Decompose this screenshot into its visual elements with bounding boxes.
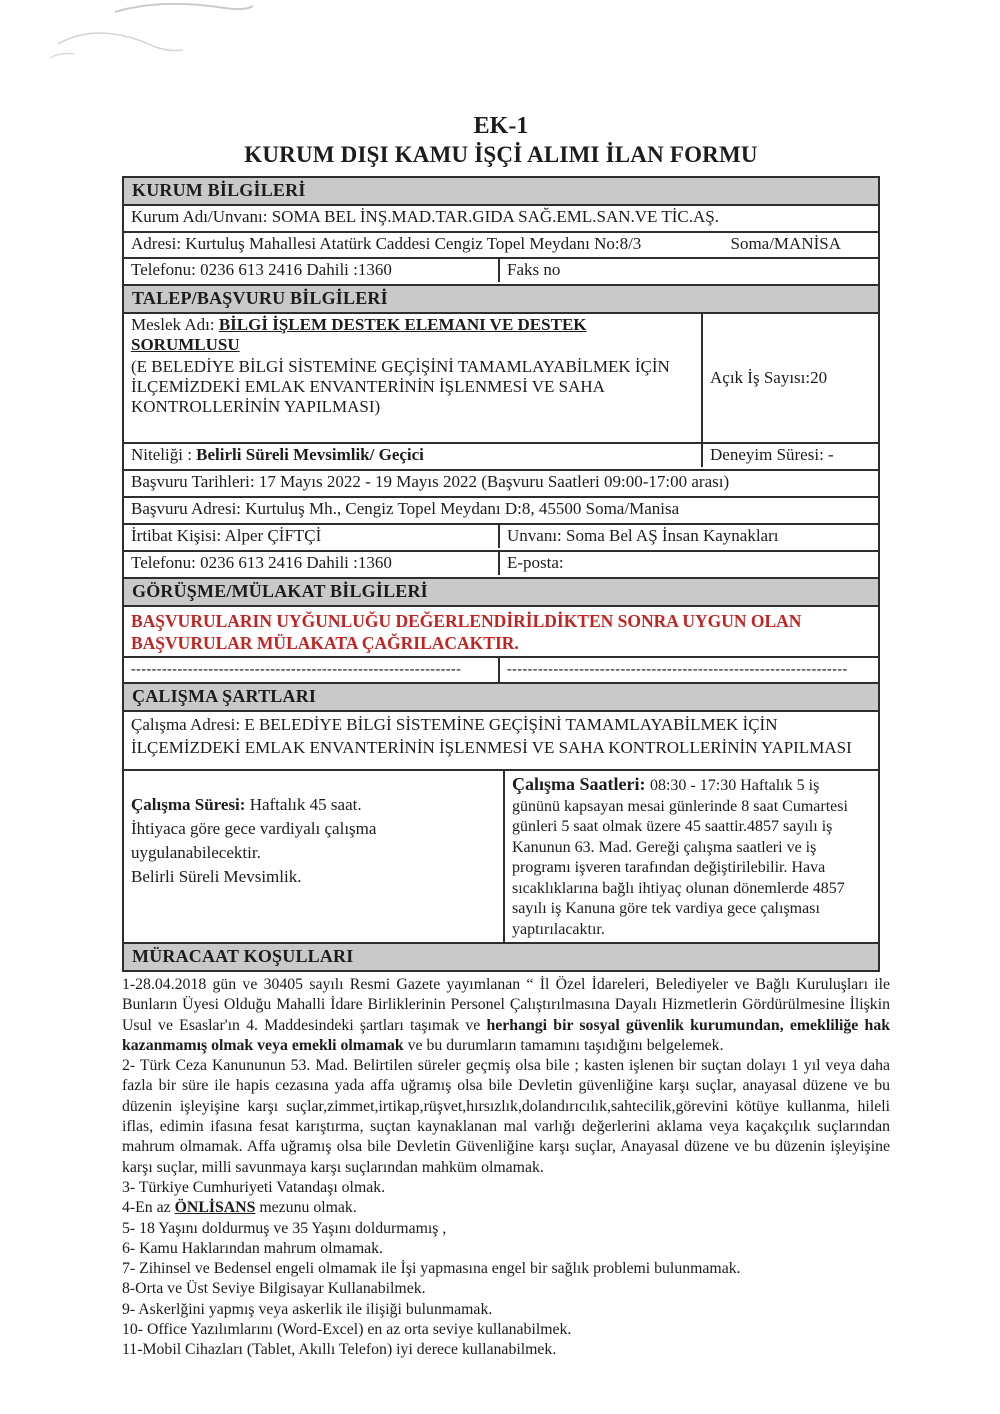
row-basvuru-tarihleri	[124, 471, 878, 498]
row-adres	[124, 233, 878, 259]
mulakat-notice-line2: BAŞVURULAR MÜLAKATA ÇAĞRILACAKTIR.	[131, 633, 519, 653]
section-header-calisma: ÇALIŞMA ŞARTLARI	[124, 684, 878, 712]
meslek-cell	[124, 314, 701, 442]
muracaat-item-6: 6- Kamu Haklarından mahrum olmamak.	[122, 1239, 384, 1257]
meslek-value-line1: BİLGİ İŞLEM DESTEK ELEMANI VE DESTEK	[218, 315, 587, 334]
calisma-suresi-line3: Belirli Süreli Mevsimlik.	[131, 867, 302, 886]
row-mulakat-notice	[124, 607, 878, 658]
row-dashes	[124, 658, 878, 684]
irtibat-value: İrtibat Kişisi: Alper ÇİFTÇİ	[131, 526, 322, 545]
row-sure-saat	[124, 771, 878, 944]
section-header-kurum: KURUM BİLGİLERİ	[124, 178, 878, 206]
row-meslek	[124, 314, 878, 444]
row-calisma-adresi	[124, 712, 878, 771]
deneyim-cell: Deneyim Süresi: -	[701, 444, 878, 467]
muracaat-p1-tail: ve bu durumların tamamını taşıdığını belgelemek.	[403, 1036, 724, 1054]
acik-is-value: Açık İş Sayısı:20	[710, 367, 828, 387]
kurum-adi-value: Kurum Adı/Unvanı: SOMA BEL İNŞ.MAD.TAR.GIDA SAĞ.EML.SAN.VE TİC.AŞ.	[131, 207, 720, 226]
scan-pencil-artifact	[20, 0, 320, 90]
calisma-suresi-value: Haftalık 45 saat.	[249, 795, 362, 814]
nitelik-cell	[124, 444, 701, 467]
row-telefon-eposta	[124, 552, 878, 579]
row-basvuru-adresi	[124, 498, 878, 525]
muracaat-item-5: 5- 18 Yaşını doldurmuş ve 35 Yaşını doldurmamış ,	[122, 1219, 447, 1237]
calisma-suresi-cell	[124, 771, 503, 942]
adres-city: Soma/MANİSA	[730, 234, 841, 253]
muracaat-paragraph-2: 2- Türk Ceza Kanununun 53. Mad. Belirtilen süreler geçmiş olsa bile ; kasten işlenen bir suçtan dolayı 1 yıl veya daha fazla bir süre ile hapis cezasına yada affa uğramış olsa bile Devletin güvenliğine karşı suçlar, anayasal düzene ve bu düzenin işleyişine karşı suçlar,zimmet,irtikap,rüşvet,hırsızlık,dolandırıcılık,sahtecilik,görevini kötüye kullanma, hileli iflas, edimin ifasına fesat karıştırma, suçtan kaynaklanan mal varlığı değerlerini aklama veya kaçakçılık suçlarından mahrum olmamak. Affa uğramış olsa bile Devletin Güvenliğine karşı suçlar, Anayasal düzene ve bu düzenin işleyişine karşı suçlar, milli savunmaya karşı suçlarından mahküm olmamak.	[122, 1057, 890, 1176]
muracaat-item-9: 9- Askerlğini yapmış veya askerlik ile ilişiği bulunmamak.	[122, 1300, 493, 1318]
adres-cell	[124, 233, 878, 257]
nitelik-label: Niteliği :	[131, 445, 197, 464]
muracaat-paragraph-1	[122, 975, 890, 1056]
section-header-gorusme: GÖRÜŞME/MÜLAKAT BİLGİLERİ	[124, 579, 878, 607]
basvuru-adresi-value: Başvuru Adresi: Kurtuluş Mh., Cengiz Topel Meydanı D:8, 45500 Soma/Manisa	[131, 499, 680, 518]
muracaat-item4-prefix: 4-En az	[122, 1199, 175, 1217]
muracaat-item-8: 8-Orta ve Üst Seviye Bilgisayar Kullanabilmek.	[122, 1280, 426, 1298]
calisma-saatleri-cell	[503, 771, 878, 942]
meslek-label: Meslek Adı:	[131, 315, 219, 334]
muracaat-p1-regular: 1-28.04.2018 gün ve 30405 sayılı Resmi Gazete yayımlanan “ İl Özel İdareleri, Belediyeler ve Bağlı Kuruluşları ile Bunların Üyesi Olduğu Mahalli İdare Birliklerinin Personel Çalıştırılmasına Dayalı Hizmetlerin Gördürülmesine İlişkin Usul ve Esaslar'ın 4. Maddesindeki şartları taşımak ve	[122, 976, 890, 1034]
mulakat-notice-line1: BAŞVURULARIN UYĞUNLUĞU DEĞERLENDİRİLDİKTEN SONRA UYGUN OLAN	[131, 611, 802, 631]
dash-left: ----------------------------------------------------------------	[131, 662, 462, 677]
unvan-value: Unvanı: Soma Bel AŞ İnsan Kaynakları	[498, 525, 878, 548]
meslek-value-line2: SORUMLUSU	[131, 335, 240, 354]
row-nitelik	[124, 444, 878, 471]
dash-right: ------------------------------------------------------------------	[498, 658, 878, 682]
eposta-value: E-posta:	[498, 552, 878, 575]
muracaat-item-10: 10- Office Yazılımlarını (Word-Excel) en az orta seviye kullanabilmek.	[122, 1321, 572, 1339]
basvuru-tarihleri-value: Başvuru Tarihleri: 17 Mayıs 2022 - 19 Mayıs 2022 (Başvuru Saatleri 09:00-17:00 arası)	[131, 472, 730, 491]
muracaat-p1-bold: herhangi bir sosyal güvenlik kurumundan, emekliliğe hak kazanmamış olmak veya emekli olmamak	[122, 1016, 891, 1054]
mulakat-notice	[124, 607, 808, 656]
telefon-value: Telefonu: 0236 613 2416 Dahili :1360	[131, 260, 392, 279]
calisma-suresi-label: Çalışma Süresi:	[131, 795, 250, 814]
muracaat-item-3: 3- Türkiye Cumhuriyeti Vatandaşı olmak.	[122, 1178, 386, 1196]
doc-tag: EK-1	[473, 113, 529, 139]
form-table	[122, 176, 880, 972]
calisma-adresi-value: Çalışma Adresi: E BELEDİYE BİLGİ SİSTEMİNE GEÇİŞİNİ TAMAMLAYABİLMEK İÇİN İLÇEMİZDEKİ EMLAK ENVANTERİNİN İŞLENMESİ VE SAHA KONTROLLERİNİN YAPILMASI	[131, 715, 852, 757]
calisma-suresi-line2: İhtiyaca göre gece vardiyalı çalışma uygulanabilecektir.	[131, 819, 377, 862]
row-telefon-faks	[124, 259, 878, 286]
doc-title: KURUM DIŞI KAMU İŞÇİ ALIMI İLAN FORMU	[244, 142, 758, 167]
muracaat-body	[122, 975, 890, 1361]
meslek-aciklama: (E BELEDİYE BİLGİ SİSTEMİNE GEÇİŞİNİ TAMAMLAYABİLMEK İÇİN İLÇEMİZDEKİ EMLAK ENVANTERİNİN İŞLENMESİ VE SAHA KONTROLLERİNİN YAPILMASI)	[131, 357, 670, 416]
muracaat-item4-onlisans: ÖNLİSANS	[174, 1199, 256, 1217]
muracaat-item-11: 11-Mobil Cihazları (Tablet, Akıllı Telefon) iyi derece kullanabilmek.	[122, 1341, 557, 1359]
row-irtibat-unvan	[124, 525, 878, 552]
adres-value: Adresi: Kurtuluş Mahallesi Atatürk Caddesi Cengiz Topel Meydanı No:8/3	[131, 234, 642, 253]
row-kurum-adi	[124, 206, 878, 233]
calisma-saatleri-label: Çalışma Saatleri:	[512, 774, 650, 794]
telefon2-value: Telefonu: 0236 613 2416 Dahili :1360	[131, 553, 392, 572]
muracaat-item-7: 7- Zihinsel ve Bedensel engeli olmamak ile İşi yapmasına engel bir sağlık problemi bulunmamak.	[122, 1260, 741, 1278]
muracaat-item4-suffix: mezunu olmak.	[255, 1199, 357, 1217]
acik-is-cell	[701, 314, 878, 442]
section-header-muracaat: MÜRACAAT KOŞULLARI	[124, 944, 878, 972]
muracaat-item-4	[122, 1198, 890, 1218]
section-header-talep: TALEP/BAŞVURU BİLGİLERİ	[124, 286, 878, 314]
form-content	[122, 112, 891, 1361]
faks-value: Faks no	[498, 259, 878, 282]
nitelik-value: Belirli Süreli Mevsimlik/ Geçici	[196, 445, 424, 464]
calisma-saatleri-value: 08:30 - 17:30 Haftalık 5 iş gününü kapsayan mesai günlerinde 8 saat Cumartesi günleri 5 saat olmak üzere 45 saattir.4857 sayılı iş Kanunun 63. Mad. Gereği çalışma saatleri ve iş programı işveren tarafından değiştirilebilir. Hava sıcaklıklarına bağlı ihtiyaç olunan dönemlerde 4857 sayılı iş Kanuna göre tek vardiya gece çalışması yaptırılacaktır.	[512, 777, 848, 938]
